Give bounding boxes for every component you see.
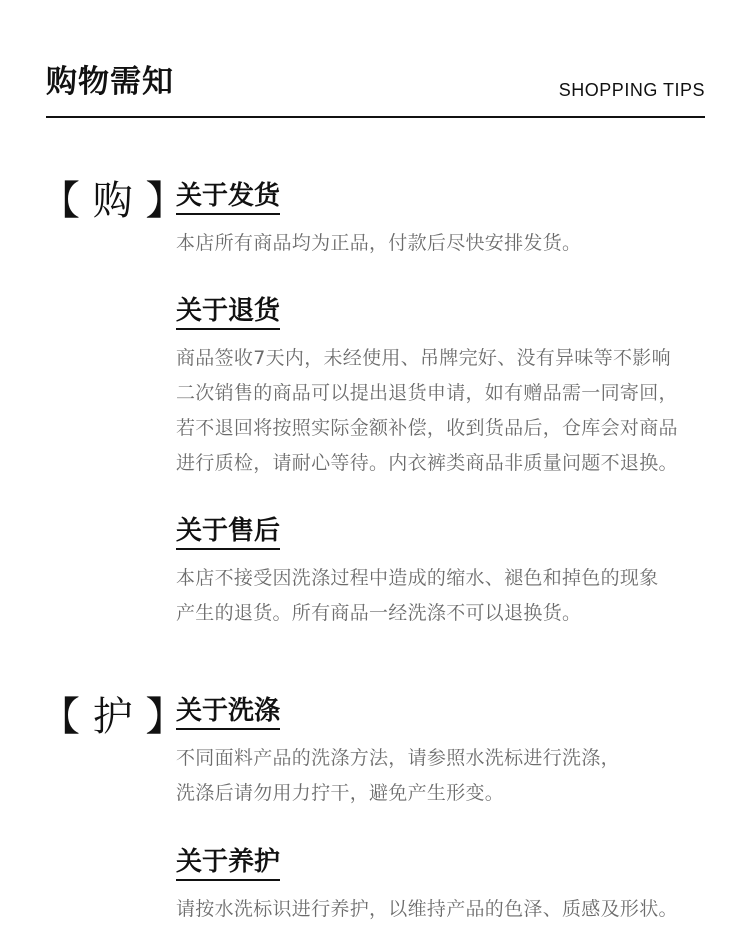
item-maintenance (176, 846, 711, 927)
item-body-line: 产生的退货。所有商品一经洗涤不可以退换货。 (176, 602, 582, 624)
item-returns (176, 295, 711, 481)
item-heading: 关于退货 (176, 295, 280, 330)
item-body-line: 本店不接受因洗涤过程中造成的缩水、褪色和掉色的现象 (176, 567, 659, 589)
item-washing (176, 695, 711, 811)
item-body (176, 561, 711, 631)
page-header (46, 60, 705, 118)
item-body-line: 二次销售的商品可以提出退货申请，如有赠品需一同寄回， (176, 382, 678, 404)
item-body-line: 商品签收7天内，未经使用、吊牌完好、没有异味等不影响 (176, 347, 671, 369)
item-body-line: 若不退回将按照实际金额补偿，收到货品后，仓库会对商品 (176, 417, 678, 439)
item-body-line: 不同面料产品的洗涤方法，请参照水洗标进行洗涤， (176, 747, 620, 769)
item-after-sales (176, 515, 711, 631)
item-body (176, 892, 711, 927)
item-heading: 关于养护 (176, 846, 280, 881)
item-body-line: 本店所有商品均为正品，付款后尽快安排发货。 (176, 232, 582, 254)
item-heading: 关于洗涤 (176, 695, 280, 730)
section-mark-purchase: 【 购 】 (40, 178, 186, 224)
section-mark-care: 【 护 】 (40, 694, 186, 740)
item-body (176, 741, 711, 811)
item-shipping (176, 180, 711, 261)
item-heading: 关于发货 (176, 180, 280, 215)
page-subtitle: SHOPPING TIPS (558, 80, 705, 100)
item-body (176, 226, 711, 261)
item-body-line: 请按水洗标识进行养护，以维持产品的色泽、质感及形状。 (176, 898, 678, 920)
item-body-line: 进行质检，请耐心等待。内衣裤类商品非质量问题不退换。 (176, 452, 678, 474)
item-body (176, 341, 711, 481)
item-body-line: 洗涤后请勿用力拧干，避免产生形变。 (176, 782, 505, 804)
item-heading: 关于售后 (176, 515, 280, 550)
page-title: 购物需知 (46, 64, 174, 100)
